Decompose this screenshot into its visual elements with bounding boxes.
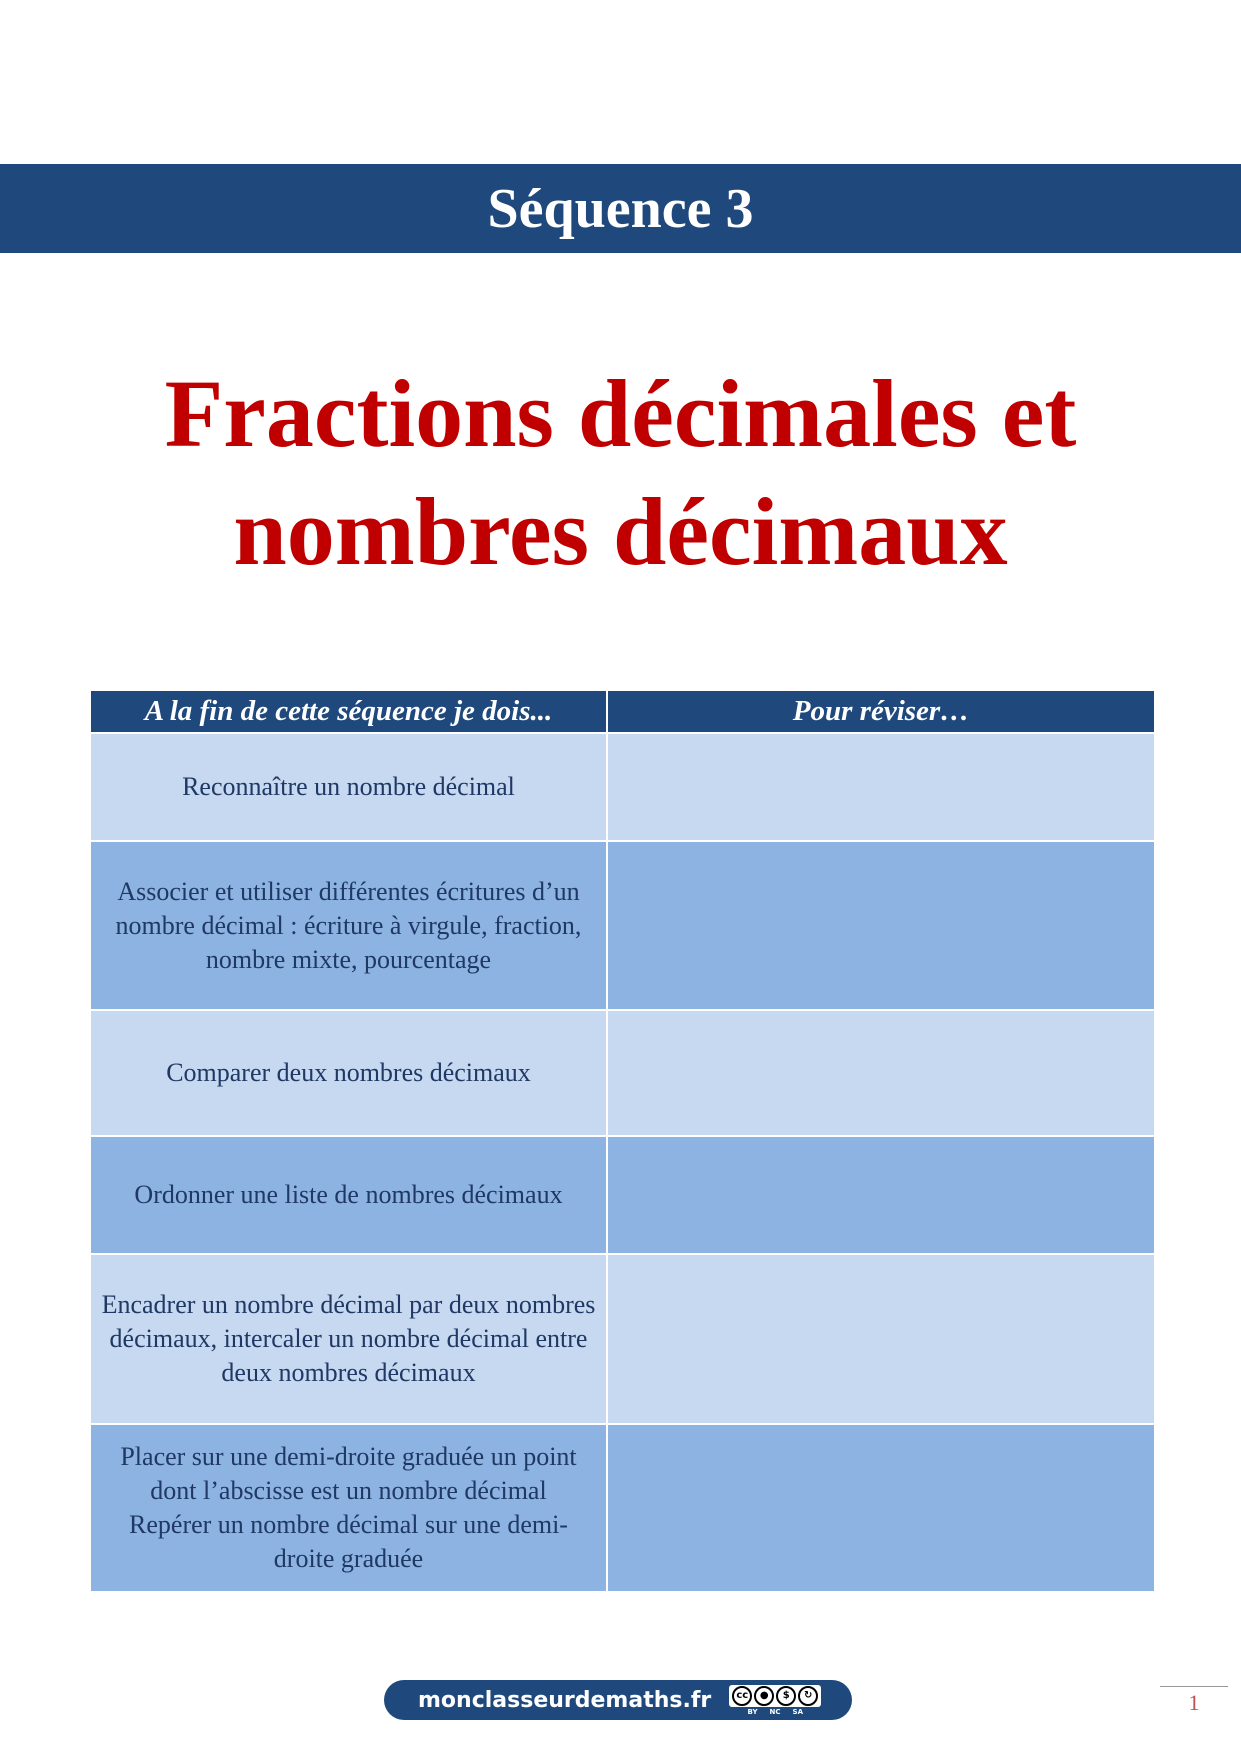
sequence-title: Séquence 3 (487, 177, 754, 240)
revise-cell (607, 1424, 1155, 1592)
table-row (90, 1010, 1155, 1136)
revise-cell (607, 1254, 1155, 1424)
sequence-banner (0, 164, 1241, 253)
nc-icon: $ (776, 1686, 796, 1706)
by-icon: ● (754, 1686, 774, 1706)
revise-cell (607, 841, 1155, 1010)
page-number: 1 (1188, 1690, 1200, 1715)
license-label-sa: SA (792, 1707, 803, 1716)
table-row (90, 841, 1155, 1010)
objective-cell: Reconnaître un nombre décimal (90, 733, 607, 841)
table-row (90, 1424, 1155, 1592)
revise-cell (607, 733, 1155, 841)
table-row (90, 733, 1155, 841)
objective-cell: Encadrer un nombre décimal par deux nombres décimaux, intercaler un nombre décimal entre deux nombres décimaux (90, 1254, 607, 1424)
table-row (90, 1254, 1155, 1424)
table-row (90, 1136, 1155, 1254)
header-revise: Pour réviser… (607, 691, 1155, 733)
table-header-row (90, 691, 1155, 733)
license-label-nc: NC (769, 1707, 781, 1716)
site-name[interactable]: monclasseurdemaths.fr (418, 1687, 712, 1713)
page-number-rule (1160, 1686, 1228, 1687)
revise-cell (607, 1010, 1155, 1136)
objective-cell (90, 1424, 607, 1592)
objective-cell: Ordonner une liste de nombres décimaux (90, 1136, 607, 1254)
sa-icon: ↻ (798, 1686, 818, 1706)
cc-icon: cc (732, 1686, 752, 1706)
footer-banner (384, 1680, 852, 1720)
license-badge (729, 1685, 821, 1716)
objective-line-2: Repérer un nombre décimal sur une demi-droite graduée (129, 1510, 568, 1573)
page-title (0, 355, 1241, 591)
page-title-line-1: Fractions décimales et (164, 360, 1077, 467)
objectives-table (89, 691, 1156, 1593)
header-objectives: A la fin de cette séquence je dois... (90, 691, 607, 733)
objective-cell: Comparer deux nombres décimaux (90, 1010, 607, 1136)
objective-line-1: Placer sur une demi-droite graduée un point dont l’abscisse est un nombre décimal (120, 1442, 577, 1505)
page-title-line-2: nombres décimaux (233, 478, 1008, 585)
license-label-by: BY (747, 1707, 758, 1716)
revise-cell (607, 1136, 1155, 1254)
objective-cell: Associer et utiliser différentes écritures d’un nombre décimal : écriture à virgule, fraction, nombre mixte, pourcentage (90, 841, 607, 1010)
